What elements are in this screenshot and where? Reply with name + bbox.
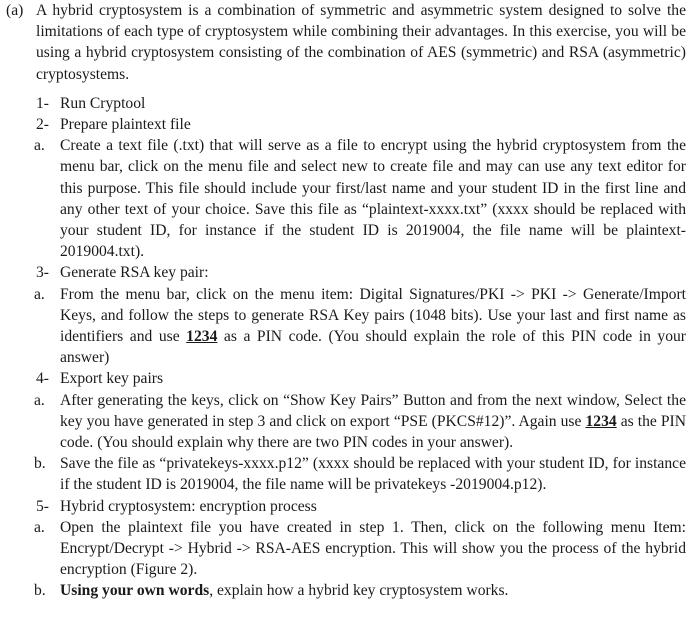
substep-text-part: After generating the keys, click on “Show Key Pairs” Button and from the next window, Select the key you have generated in step 3 and click on export “PSE (PKCS#12)”. Again use [60, 391, 686, 430]
substep-3a [6, 284, 686, 369]
substep-text-part: , explain how a hybrid key cryptosystem works. [209, 582, 509, 600]
step-title: Export key pairs [60, 370, 164, 388]
intro-text: A hybrid cryptosystem is a combination of symmetric and asymmetric system designed to solve the limitations of each type of cryptosystem while combining their advantages. In this exercise, you will be using a hybrid cryptosystem consisting of the combination of AES (symmetric) and RSA (asymmetric) cryptosystems. [36, 2, 686, 83]
substep-label: b. [34, 455, 46, 473]
step-title: Run Cryptool [60, 94, 146, 112]
substep-text [60, 284, 686, 369]
step-title: Hybrid cryptosystem: encryption process [60, 497, 317, 515]
step-5 [6, 496, 686, 517]
step-5-substeps [6, 517, 686, 602]
step-4-substeps [6, 390, 686, 496]
intro-paragraph [6, 0, 686, 85]
step-4 [6, 368, 686, 389]
step-title: Prepare plaintext file [60, 116, 191, 134]
step-number: 5- [36, 497, 49, 515]
step-number: 4- [36, 370, 49, 388]
substep-5a [6, 517, 686, 581]
step-3 [6, 262, 686, 283]
substep-label: a. [34, 391, 45, 409]
substep-text-part: From the menu bar, click on the menu item: Digital Signatures/PKI -> PKI -> Generate/Import Keys, and follow the steps to generate RSA Key pairs (1048 bits). Use your last and first name as identifiers and use [60, 285, 686, 346]
substep-text-part: as the PIN code. (You should explain why there are two PIN codes in your answer). [60, 412, 686, 452]
step-1 [6, 93, 686, 114]
step-2 [6, 114, 686, 135]
substep-text [60, 580, 686, 601]
substep-text: Create a text file (.txt) that will serve as a file to encrypt using the hybrid cryptosystem from the menu bar, click on the menu file and select new to create file and may can use any text editor for this purpose. This file should include your first/last name and your student ID in the first line and any other text of your choice. Save this file as “plaintext-xxxx.txt” (xxxx should be replaced with your student ID, for instance if the student ID is 2019004, the file name will be plaintext-2019004.txt). [60, 137, 686, 261]
substep-label: a. [34, 137, 45, 155]
substep-label: a. [34, 285, 45, 303]
substep-text: Save the file as “privatekeys-xxxx.p12” (xxxx should be replaced with your student ID, for instance if the student ID is 2019004, the file name will be privatekeys -2019004.p12). [60, 455, 686, 494]
step-number: 2- [36, 116, 49, 134]
step-number: 3- [36, 264, 49, 282]
step-title: Generate RSA key pair: [60, 264, 209, 282]
step-number: 1- [36, 94, 49, 112]
substep-4b [6, 453, 686, 495]
pin-code: 1234 [186, 328, 218, 346]
substep-text [60, 390, 686, 454]
step-2-substeps [6, 135, 686, 262]
substep-text: Open the plaintext file you have created in step 1. Then, click on the following menu Item: Encrypt/Decrypt -> Hybrid -> RSA-AES encryption. This will show you the process of the hybrid encryption (Figure 2). [60, 518, 686, 579]
part-label: (a) [6, 2, 24, 19]
step-3-substeps [6, 284, 686, 369]
substep-2a [6, 135, 686, 262]
emphasis-text: Using your own words [60, 582, 210, 600]
substep-label: b. [34, 582, 46, 600]
substep-5b [6, 580, 686, 601]
substep-text-part: as a PIN code. (You should explain the role of this PIN code in your answer) [60, 328, 686, 367]
substep-4a [6, 390, 686, 454]
step-list [6, 93, 686, 602]
pin-code: 1234 [585, 412, 617, 430]
substep-label: a. [34, 518, 45, 536]
